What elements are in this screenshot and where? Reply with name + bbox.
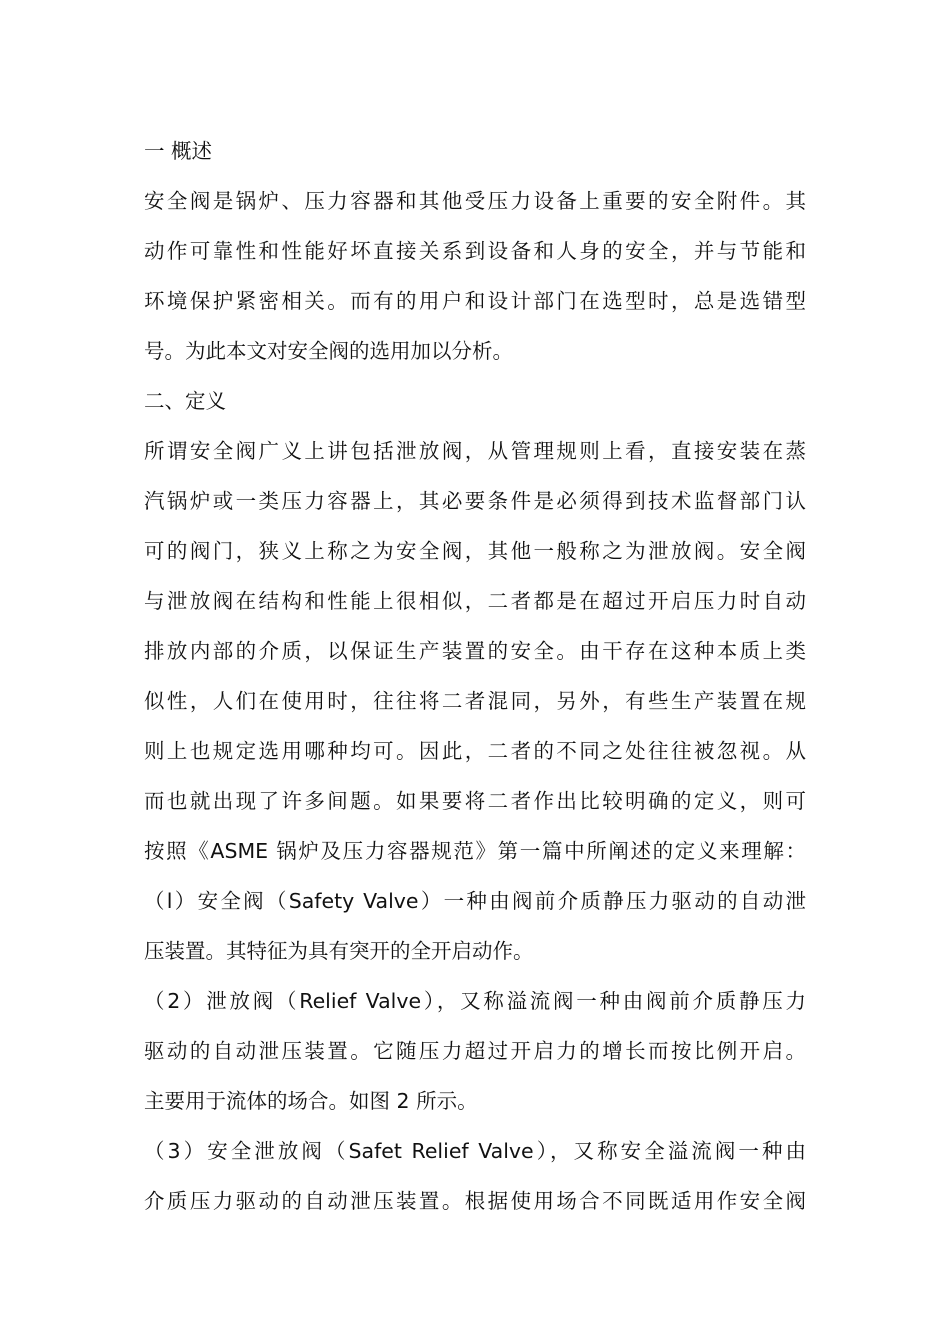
text-line: 排放内部的介质，以保证生产装置的安全。由干存在这种本质上类 [144,639,806,663]
text-line: 安全阀是锅炉、压力容器和其他受压力设备上重要的安全附件。其 [144,189,806,213]
text-line: 号。为此本文对安全阀的选用加以分析。 [144,339,513,363]
text-line: （2）泄放阀（Relief Valve），又称溢流阀一种由阀前介质静压力 [144,989,806,1013]
text-line: （3）安全泄放阀（Safet Relief Valve），又称安全溢流阀一种由 [144,1139,806,1163]
text-line: 可的阀门，狭义上称之为安全阀，其他一般称之为泄放阀。安全阀 [144,539,806,563]
section-heading: 一 概述 [144,139,213,163]
text-line: 主要用于流体的场合。如图 2 所示。 [144,1089,478,1113]
text-line: 所谓安全阀广义上讲包括泄放阀，从管理规则上看，直接安装在蒸 [144,439,806,463]
text-line: 环境保护紧密相关。而有的用户和设计部门在选型时，总是选错型 [144,289,806,313]
text-line: （l）安全阀（Safety Valve）一种由阀前介质静压力驱动的自动泄 [144,889,806,913]
text-line: 压装置。其特征为具有突开的全开启动作。 [144,939,534,963]
text-line: 按照《ASME 锅炉及压力容器规范》第一篇中所阐述的定义来理解： [144,839,806,863]
text-line: 似性，人们在使用时，往往将二者混同，另外，有些生产装置在规 [144,689,806,713]
text-line: 与泄放阀在结构和性能上很相似，二者都是在超过开启压力时自动 [144,589,806,613]
text-line: 汽锅炉或一类压力容器上，其必要条件是必须得到技术监督部门认 [144,489,806,513]
section-heading: 二、定义 [144,389,226,413]
text-line: 动作可靠性和性能好坏直接关系到设备和人身的安全，并与节能和 [144,239,806,263]
text-line: 而也就出现了许多间题。如果要将二者作出比较明确的定义，则可 [144,789,806,813]
text-line: 则上也规定选用哪种均可。因此，二者的不同之处往往被忽视。从 [144,739,806,763]
text-line: 介质压力驱动的自动泄压装置。根据使用场合不同既适用作安全阀 [144,1189,806,1213]
document-page [144,126,806,1226]
text-line: 驱动的自动泄压装置。它随压力超过开启力的增长而按比例开启。 [144,1039,806,1063]
